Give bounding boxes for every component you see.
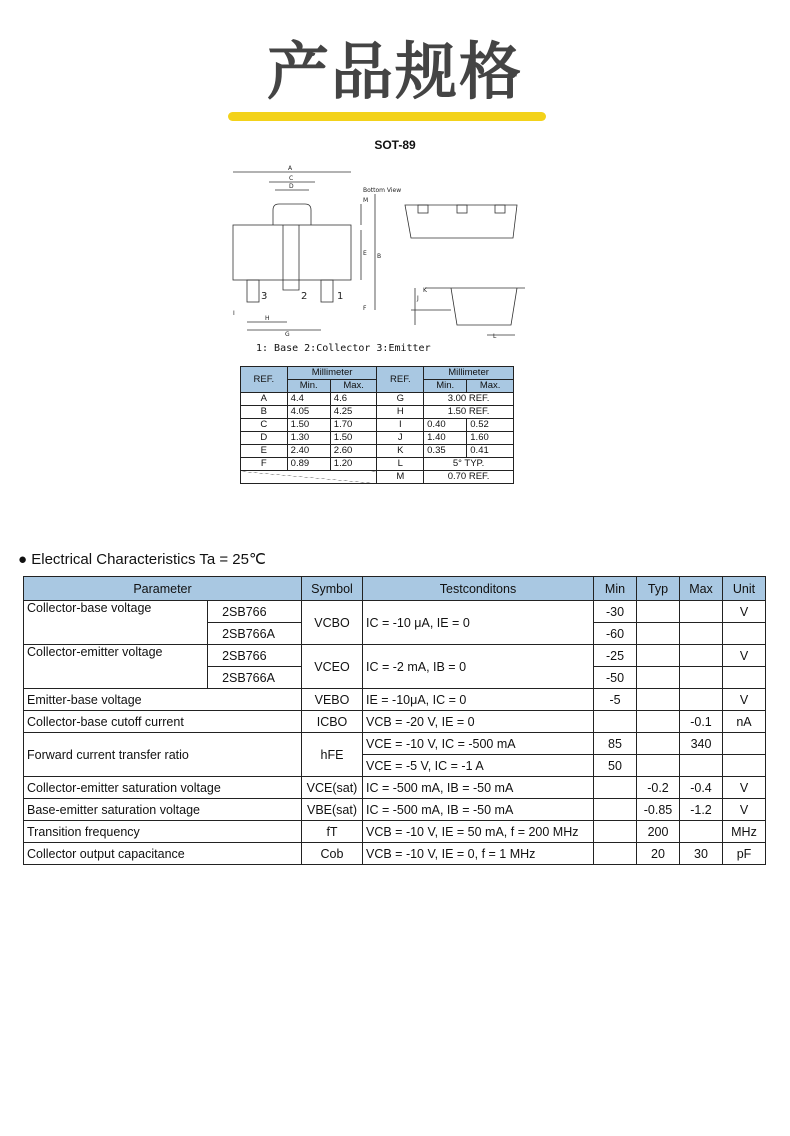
pin-2-label: 2 [301, 291, 308, 302]
dim-ref: D [241, 432, 288, 445]
min [594, 821, 637, 843]
dim-k-label: K [423, 287, 427, 294]
package-body [233, 225, 351, 280]
dim-max-header: Max. [330, 380, 377, 393]
param: Emitter-base voltage [24, 689, 302, 711]
col-unit: Unit [723, 577, 766, 601]
dim-ref: J [377, 432, 424, 445]
part: 2SB766A [208, 623, 302, 645]
dim-j-label: J [417, 295, 419, 302]
typ [637, 601, 680, 623]
package-drawing [225, 160, 545, 360]
dim-max: 1.70 [330, 419, 377, 432]
table-row [241, 445, 514, 458]
symbol: VCEO [302, 645, 363, 689]
dim-value: 1.50 REF. [424, 406, 514, 419]
dimension-table [240, 366, 514, 484]
dim-mm-header-2: Millimeter [424, 367, 514, 380]
dim-min: 4.05 [287, 406, 330, 419]
dim-ref-header-2: REF. [377, 367, 424, 393]
dim-ref: G [377, 393, 424, 406]
typ [637, 645, 680, 667]
unit: pF [723, 843, 766, 865]
dim-max: 4.25 [330, 406, 377, 419]
dim-b-label: B [377, 253, 382, 260]
dim-empty-cell [241, 471, 377, 484]
unit: MHz [723, 821, 766, 843]
max [680, 755, 723, 777]
test: IE = -10μA, IC = 0 [363, 689, 594, 711]
table-row [24, 733, 766, 755]
dim-max: 0.52 [467, 419, 514, 432]
dim-ref-header: REF. [241, 367, 288, 393]
dim-a-label: A [288, 165, 293, 172]
part: 2SB766 [208, 645, 302, 667]
min: 85 [594, 733, 637, 755]
max: -0.4 [680, 777, 723, 799]
dim-min: 1.50 [287, 419, 330, 432]
dim-min: 4.4 [287, 393, 330, 406]
bottom-view-label: Bottom View [363, 187, 402, 194]
min [594, 777, 637, 799]
table-row [241, 458, 514, 471]
col-typ: Typ [637, 577, 680, 601]
test: IC = -500 mA, IB = -50 mA [363, 777, 594, 799]
bullet-icon: ● [18, 551, 28, 568]
unit: nA [723, 711, 766, 733]
pin-assignment-note: 1: Base 2:Collector 3:Emitter [256, 343, 431, 354]
min [594, 799, 637, 821]
pin-3-label: 3 [261, 291, 268, 302]
unit: V [723, 777, 766, 799]
test: VCE = -5 V, IC = -1 A [363, 755, 594, 777]
electrical-characteristics-table [23, 576, 766, 865]
dim-min: 0.40 [424, 419, 467, 432]
symbol: VCE(sat) [302, 777, 363, 799]
dim-g-label: G [285, 331, 290, 338]
param: Collector-base cutoff current [24, 711, 302, 733]
max [680, 821, 723, 843]
typ: 200 [637, 821, 680, 843]
table-row [241, 393, 514, 406]
typ [637, 711, 680, 733]
dim-h-label: H [265, 315, 270, 322]
max [680, 689, 723, 711]
typ [637, 755, 680, 777]
package-name: SOT-89 [374, 138, 416, 152]
dim-ref: E [241, 445, 288, 458]
dim-max: 0.41 [467, 445, 514, 458]
test: IC = -500 mA, IB = -50 mA [363, 799, 594, 821]
dim-ref: F [241, 458, 288, 471]
dim-m-label: M [363, 197, 369, 204]
dim-max: 2.60 [330, 445, 377, 458]
dim-ref: A [241, 393, 288, 406]
unit [723, 667, 766, 689]
dim-value: 0.70 REF. [424, 471, 514, 484]
test: VCB = -10 V, IE = 50 mA, f = 200 MHz [363, 821, 594, 843]
dim-min: 0.89 [287, 458, 330, 471]
dim-ref: C [241, 419, 288, 432]
symbol: Cob [302, 843, 363, 865]
col-symbol: Symbol [302, 577, 363, 601]
min [594, 711, 637, 733]
left-pin [247, 280, 259, 302]
dim-i-label: I [233, 310, 235, 317]
test: VCE = -10 V, IC = -500 mA [363, 733, 594, 755]
dim-max: 1.20 [330, 458, 377, 471]
typ: 20 [637, 843, 680, 865]
max: -1.2 [680, 799, 723, 821]
title-underline [228, 112, 546, 121]
pin-1-label: 1 [337, 291, 344, 302]
symbol: hFE [302, 733, 363, 777]
max: -0.1 [680, 711, 723, 733]
dim-min: 1.30 [287, 432, 330, 445]
symbol: VBE(sat) [302, 799, 363, 821]
typ [637, 733, 680, 755]
min: -25 [594, 645, 637, 667]
table-row [241, 432, 514, 445]
min [594, 843, 637, 865]
ec-heading-text: Electrical Characteristics Ta = 25℃ [31, 551, 266, 568]
part: 2SB766A [208, 667, 302, 689]
dim-min: 2.40 [287, 445, 330, 458]
param: Forward current transfer ratio [24, 733, 302, 777]
col-max: Max [680, 577, 723, 601]
dim-min-header: Min. [287, 380, 330, 393]
typ: -0.2 [637, 777, 680, 799]
table-row [241, 419, 514, 432]
max [680, 645, 723, 667]
dim-ref: K [377, 445, 424, 458]
unit: V [723, 601, 766, 623]
param: Collector-emitter saturation voltage [24, 777, 302, 799]
symbol: fT [302, 821, 363, 843]
dim-e-label: E [363, 250, 367, 257]
dim-d-label: D [289, 183, 294, 190]
dim-ref: I [377, 419, 424, 432]
dim-ref: M [377, 471, 424, 484]
dim-value: 5° TYP. [424, 458, 514, 471]
collector-tab [273, 204, 311, 225]
min: 50 [594, 755, 637, 777]
max: 340 [680, 733, 723, 755]
unit [723, 623, 766, 645]
dim-max: 1.60 [467, 432, 514, 445]
unit: V [723, 645, 766, 667]
dim-value: 3.00 REF. [424, 393, 514, 406]
col-test: Testconditons [363, 577, 594, 601]
typ [637, 623, 680, 645]
param: Transition frequency [24, 821, 302, 843]
param: Collector-emitter voltage [24, 645, 208, 689]
dim-f-label: F [363, 305, 367, 312]
typ [637, 689, 680, 711]
max [680, 667, 723, 689]
table-row [24, 799, 766, 821]
min: -30 [594, 601, 637, 623]
unit [723, 733, 766, 755]
dim-ref: B [241, 406, 288, 419]
param: Collector-base voltage [24, 601, 208, 645]
dim-max: 1.50 [330, 432, 377, 445]
dim-c-label: C [289, 175, 294, 182]
param: Collector output capacitance [24, 843, 302, 865]
dim-ref: L [377, 458, 424, 471]
min: -5 [594, 689, 637, 711]
table-row [241, 471, 514, 484]
dim-l-label: L [493, 333, 497, 340]
col-parameter: Parameter [24, 577, 302, 601]
unit [723, 755, 766, 777]
typ: -0.85 [637, 799, 680, 821]
table-row [24, 645, 766, 667]
side-view-top [405, 205, 517, 238]
table-row [24, 777, 766, 799]
max: 30 [680, 843, 723, 865]
table-row [24, 821, 766, 843]
min: -60 [594, 623, 637, 645]
table-row [24, 843, 766, 865]
symbol: VEBO [302, 689, 363, 711]
table-row [24, 711, 766, 733]
table-row [24, 601, 766, 623]
table-row [241, 406, 514, 419]
test: IC = -10 μA, IE = 0 [363, 601, 594, 645]
dim-min-header-2: Min. [424, 380, 467, 393]
max [680, 601, 723, 623]
min: -50 [594, 667, 637, 689]
symbol: VCBO [302, 601, 363, 645]
table-row [24, 689, 766, 711]
unit: V [723, 799, 766, 821]
dim-ref: H [377, 406, 424, 419]
symbol: ICBO [302, 711, 363, 733]
param: Base-emitter saturation voltage [24, 799, 302, 821]
dim-max-header-2: Max. [467, 380, 514, 393]
typ [637, 667, 680, 689]
dim-mm-header: Millimeter [287, 367, 377, 380]
col-min: Min [594, 577, 637, 601]
dim-min: 0.35 [424, 445, 467, 458]
test: VCB = -10 V, IE = 0, f = 1 MHz [363, 843, 594, 865]
dim-min: 1.40 [424, 432, 467, 445]
test: IC = -2 mA, IB = 0 [363, 645, 594, 689]
unit: V [723, 689, 766, 711]
right-pin [321, 280, 333, 302]
max [680, 623, 723, 645]
ec-heading [18, 550, 266, 568]
part: 2SB766 [208, 601, 302, 623]
test: VCB = -20 V, IE = 0 [363, 711, 594, 733]
dim-max: 4.6 [330, 393, 377, 406]
page-title: 产品规格 [266, 35, 523, 108]
side-view-profile [425, 288, 525, 325]
